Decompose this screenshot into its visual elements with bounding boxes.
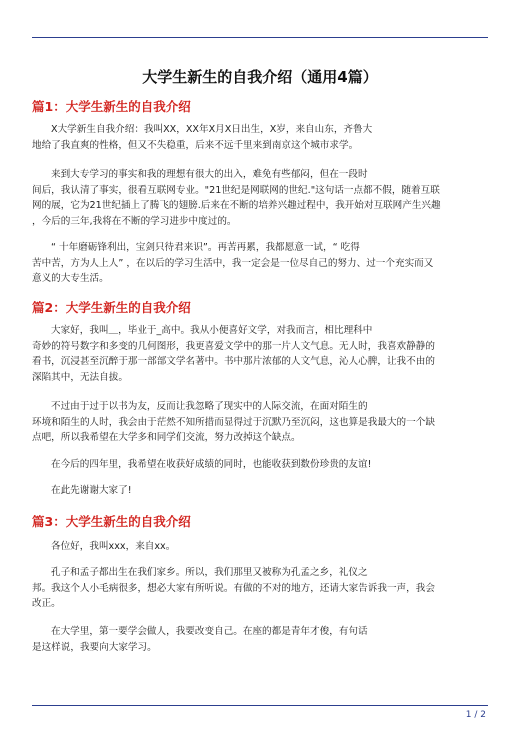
text-line: 在此先谢谢大家了! [51, 485, 132, 496]
paragraph [32, 565, 488, 612]
text-line: 改正。 [32, 598, 61, 609]
paragraph [32, 624, 488, 655]
text-line: 各位好，我叫xxx，来自xx。 [51, 541, 176, 552]
paragraph [32, 539, 488, 555]
paragraph [32, 483, 488, 499]
text-line: 间后，我认清了事实，很看互联网专业。"21世纪是网联网的世纪."这句话一点都不假，随着互联 [32, 184, 440, 196]
text-line: 孔子和孟子都出生在我们家乡。所以，我们那里又被称为孔孟之乡，礼仪之 [51, 567, 368, 578]
text-line: 意义的大专生活。 [32, 273, 109, 284]
page-title: 大学生新生的自我介绍（通用4篇） [142, 68, 378, 86]
text-line: 环境和陌生的人时，我会由于茫然不知所措而显得过于沉默乃至沉闷，这也算是我最大的一个缺 [32, 416, 435, 428]
paragraph [32, 167, 488, 229]
text-line: 深陷其中，无法自拔。 [32, 371, 128, 383]
text-line: 来到大专学习的事实和我的理想有很大的出入，难免有些郁闷，但在一段时 [51, 169, 368, 180]
section-heading-3: 篇3：大学生新生的自我介绍 [32, 514, 191, 529]
section-heading-1: 篇1：大学生新生的自我介绍 [32, 99, 191, 114]
paragraph [32, 323, 488, 385]
top-rule [32, 37, 488, 38]
text-line: 是这样说，我要向大家学习。 [32, 641, 157, 653]
paragraph [32, 240, 488, 287]
text-line: 点吧，所以我希望在大学多和同学们交流，努力改掉这个缺点。 [32, 432, 301, 443]
text-line: 看书，沉浸甚至沉醉于那一部部文学名著中。书中那片浓郁的人文气息，沁人心脾，让我不由的 [32, 356, 435, 367]
text-line: 大家好，我叫＿，毕业于_高中。我从小便喜好文学，对我而言，相比理科中 [51, 325, 373, 336]
text-line: 奇妙的符号数字和多变的几何图形，我更喜爱文学中的那一片人文气息。无人时，我喜欢静静的 [32, 340, 435, 352]
text-line: 在大学里，第一要学会做人，我要改变自己。在座的都是青年才俊，有句话 [51, 626, 368, 637]
text-line: 网的展，它为21世纪插上了腾飞的翅膀.后来在不断的培养兴趣过程中，我开始对互联网产生兴趣 [32, 200, 441, 211]
text-line: 在今后的四年里，我希望在收获好成绩的同时，也能收获到数份珍贵的友谊! [51, 459, 372, 470]
section-heading-2: 篇2：大学生新生的自我介绍 [32, 300, 191, 315]
text-line: 苦中苦，方为人上人” ，在以后的学习生活中，我一定会是一位尽自己的努力、过一个充实而又 [32, 257, 434, 269]
text-line: ，今后的三年,我将在不断的学习进步中度过的。 [32, 215, 237, 227]
page-number: 1 / 2 [465, 710, 486, 720]
text-line: X大学新生自我介绍：我叫XX，XX年X月X日出生，X岁，来自山东，齐鲁大 [51, 124, 373, 135]
text-line: 不过由于过于以书为友，反而让我忽略了现实中的人际交流，在面对陌生的 [51, 401, 368, 412]
text-line: 地给了我直爽的性格，但又不失稳重，后来不远千里来到南京这个城市求学。 [32, 139, 359, 151]
text-line: 邦。我这个人小毛病很多，想必大家有所听说。有做的不对的地方，还请大家告诉我一声，我会 [32, 582, 435, 594]
bottom-rule [32, 705, 488, 706]
paragraph [32, 457, 488, 473]
paragraph [32, 399, 488, 446]
paragraph [32, 122, 488, 153]
text-line: “ 十年磨砺锋利出，宝剑只待君来识”。再苦再累，我都愿意一试，“ 吃得 [51, 242, 360, 253]
